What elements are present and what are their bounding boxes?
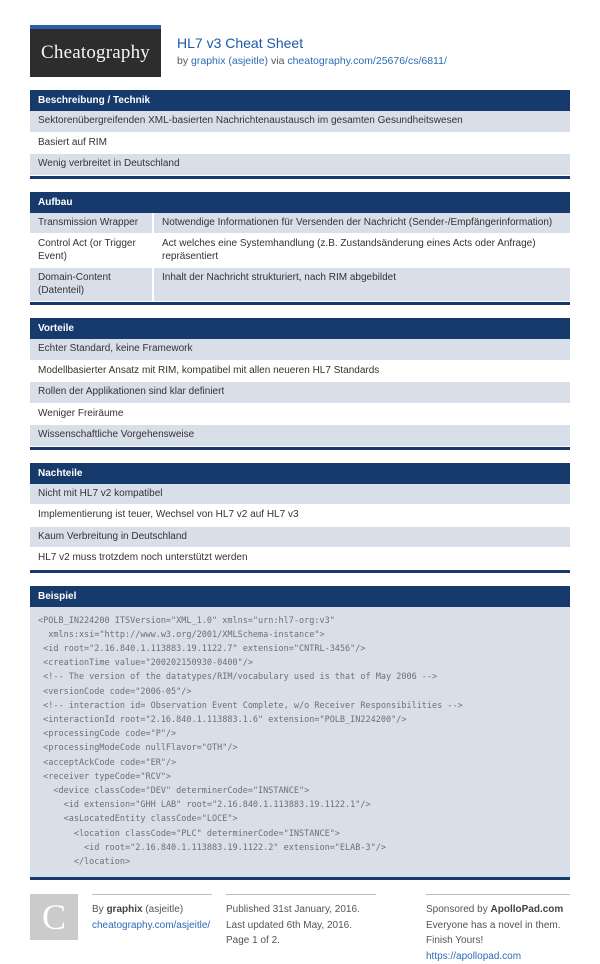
c-logo-letter: C (41, 897, 66, 938)
sponsor-name: ApolloPad.com (490, 904, 564, 916)
byline-via: via (268, 55, 288, 67)
list-item: HL7 v2 muss trotzdem noch unterstützt werden (30, 548, 570, 570)
list-item: Wenig verbreitet in Deutschland (30, 154, 570, 176)
row-label: Domain-Content (Datenteil) (30, 268, 154, 301)
code-line: <id extension="GHH LAB" root="2.16.840.1.113883.19.1122.1"/> (38, 800, 371, 811)
code-line: <receiver typeCode="RCV"> (38, 771, 172, 782)
page-header (30, 25, 570, 77)
list-item: Modellbasierter Ansatz mit RIM, kompatibel mit allen neueren HL7 Standards (30, 361, 570, 383)
code-line: <versionCode code="2006-05"/> (38, 686, 192, 697)
author-link[interactable]: graphix (asjeitle) (191, 55, 269, 67)
section-vorteile (30, 318, 570, 450)
row-label: Transmission Wrapper (30, 213, 154, 234)
list-item: Sektorenübergreifenden XML-basierten Nachrichtenaustausch im gesamten Gesundheitswesen (30, 111, 570, 133)
code-line: <interactionId root="2.16.840.1.113883.1.6" extension="POLB_IN224200"/> (38, 714, 407, 725)
code-line: xmlns:xsi="http://www.w3.org/2001/XMLSchema-instance"> (38, 629, 325, 640)
sponsor-prefix: Sponsored by (426, 904, 491, 916)
table-row (30, 234, 570, 268)
row-value: Act welches eine Systemhandlung (z.B. Zustandsänderung eines Acts oder Anfrage) repräsentiert (162, 238, 536, 262)
code-line: <device classCode="DEV" determinerCode="INSTANCE"> (38, 785, 310, 796)
code-line: <!-- The version of the datatypes/RIM/vocabulary used is that of May 2006 --> (38, 672, 438, 683)
list-item: Echter Standard, keine Framework (30, 339, 570, 361)
sponsor-line (426, 902, 570, 918)
code-line: <processingCode code="P"/> (38, 729, 177, 740)
code-line: <!-- interaction id= Observation Event Complete, w/o Receiver Responsibilities --> (38, 700, 463, 711)
sheet-url-link[interactable]: cheatography.com/25676/cs/6811/ (287, 55, 447, 67)
section-title: Aufbau (30, 192, 570, 213)
byline (177, 55, 447, 67)
row-value: Inhalt der Nachricht strukturiert, nach RIM abgebildet (162, 272, 396, 283)
section-title: Vorteile (30, 318, 570, 339)
list-item: Nicht mit HL7 v2 kompatibel (30, 484, 570, 506)
cheatography-logo-text: Cheatography (41, 42, 150, 63)
list-item: Implementierung ist teuer, Wechsel von HL7 v2 auf HL7 v3 (30, 505, 570, 527)
table-row (30, 268, 570, 302)
section-title: Beschreibung / Technik (30, 90, 570, 111)
section-aufbau (30, 192, 570, 306)
page-number: Page 1 of 2. (226, 935, 280, 947)
header-text-block (177, 25, 447, 67)
list-item: Kaum Verbreitung in Deutschland (30, 527, 570, 549)
code-line: <id root="2.16.840.1.113883.19.1122.7" extension="CNTRL-3456"/> (38, 643, 366, 654)
section-nachteile (30, 463, 570, 573)
cheatography-logo[interactable] (30, 25, 161, 77)
footer-author-link[interactable]: cheatography.com/asjeitle/ (92, 919, 211, 931)
sponsor-tagline: Everyone has a novel in them. Finish Yours! (426, 919, 561, 947)
published-date: Published 31st January, 2016. (226, 904, 360, 916)
cheatography-c-logo[interactable] (30, 894, 78, 940)
row-value: Notwendige Informationen für Versenden der Nachricht (Sender-/Empfängerinformation) (162, 216, 553, 228)
section-title: Beispiel (30, 586, 570, 607)
sponsor-link[interactable]: https://apollopad.com (426, 950, 522, 962)
table-row (30, 213, 570, 235)
code-line: <POLB_IN224200 ITSVersion="XML_1.0" xmlns="urn:hl7-org:v3" (38, 615, 335, 626)
code-line: <asLocatedEntity classCode="LOCE"> (38, 814, 238, 825)
xml-code-block (30, 607, 570, 878)
code-line: <acceptAckCode code="ER"/> (38, 757, 177, 768)
sponsor-link-line (426, 949, 570, 964)
list-item: Wissenschaftliche Vorgehensweise (30, 425, 570, 447)
list-item: Rollen der Applikationen sind klar definiert (30, 382, 570, 404)
footer-author-link-line (92, 918, 212, 934)
footer-by-prefix: By (92, 904, 107, 916)
code-line: <processingModeCode nullFlavor="OTH"/> (38, 743, 238, 754)
footer-author-name: graphix (106, 904, 143, 916)
footer-author-column (92, 894, 212, 964)
code-line: <id root="2.16.840.1.113883.19.1122.2" extension="ELAB-3"/> (38, 842, 386, 853)
footer-author-line (92, 902, 212, 918)
section-beschreibung-technik (30, 90, 570, 179)
code-line: <location classCode="PLC" determinerCode="INSTANCE"> (38, 828, 340, 839)
code-line: </location> (38, 856, 131, 867)
row-label: Control Act (or Trigger Event) (30, 234, 154, 267)
byline-by: by (177, 55, 192, 67)
page-title: HL7 v3 Cheat Sheet (177, 35, 304, 51)
footer-publish-column (226, 894, 376, 964)
footer-author-handle: (asjeitle) (142, 904, 184, 916)
page-footer (30, 894, 570, 964)
list-item: Weniger Freiräume (30, 404, 570, 426)
section-title: Nachteile (30, 463, 570, 484)
updated-date: Last updated 6th May, 2016. (226, 919, 353, 931)
code-line: <creationTime value="200202150930-0400"/> (38, 658, 253, 669)
footer-sponsor-column (426, 894, 570, 964)
section-beispiel (30, 586, 570, 881)
list-item: Basiert auf RIM (30, 133, 570, 155)
